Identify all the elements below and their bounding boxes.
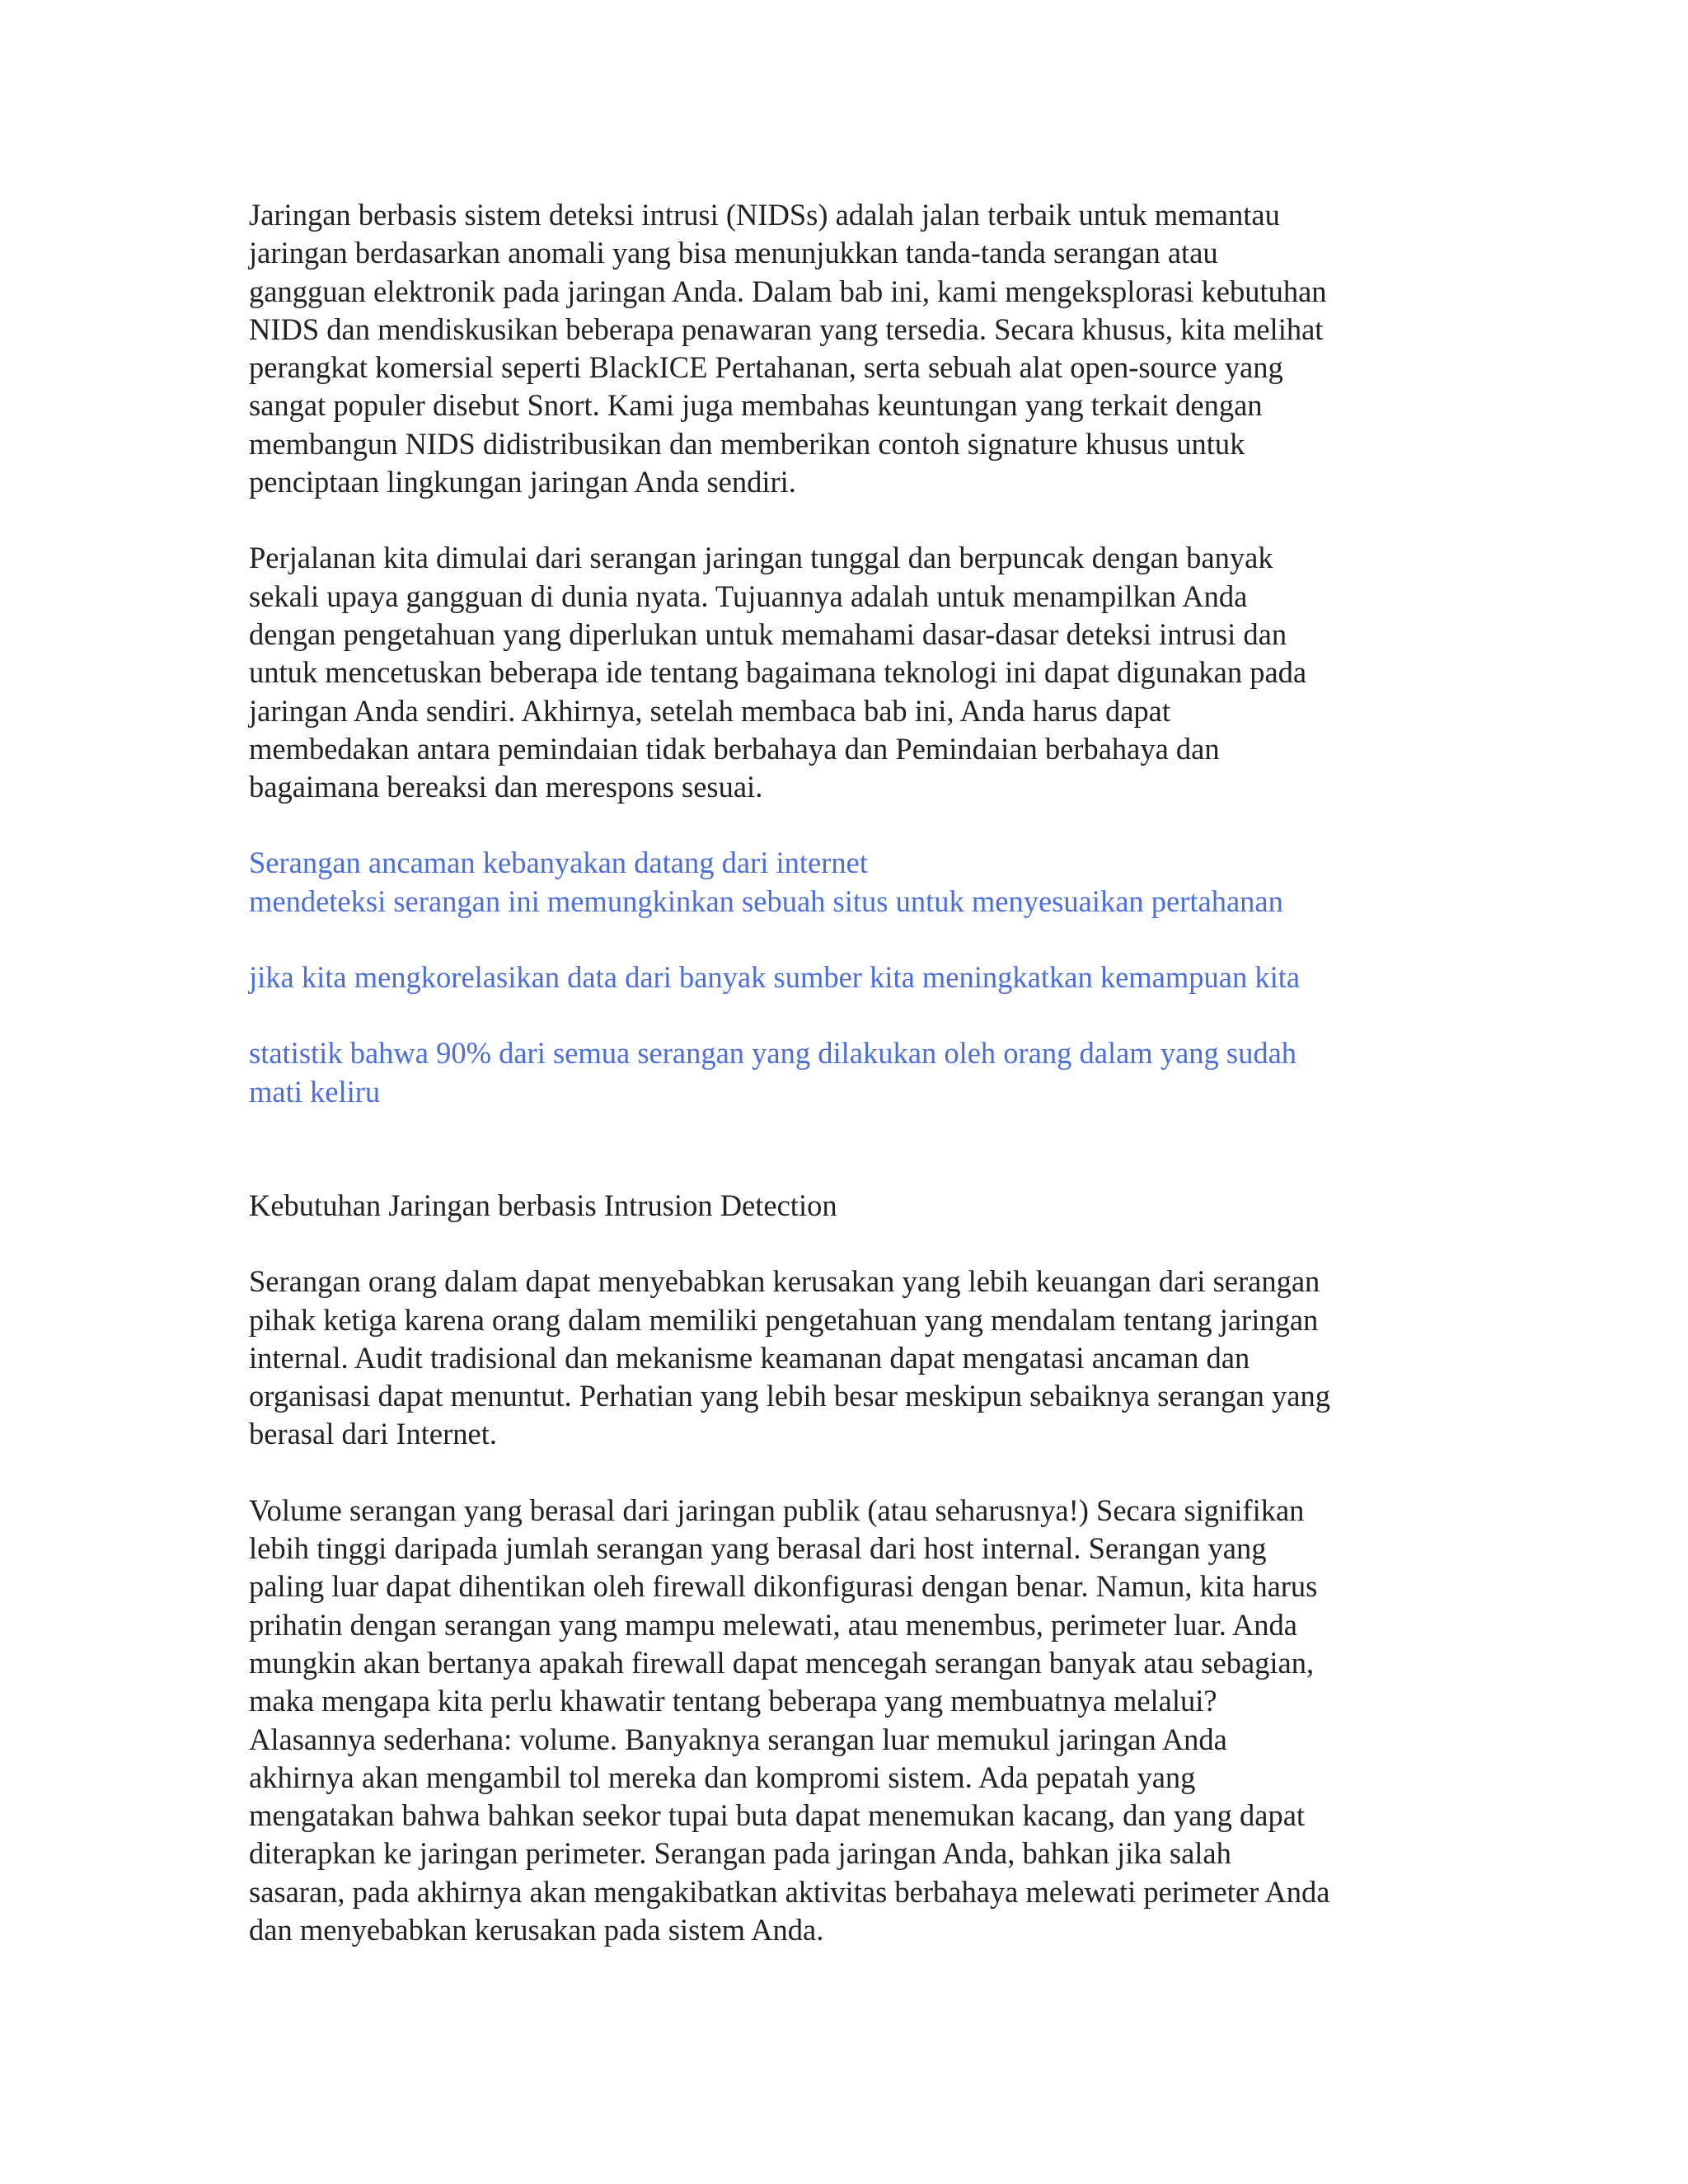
paragraph-gap [249,501,1461,539]
section-heading: Kebutuhan Jaringan berbasis Intrusion Detection [249,1188,837,1222]
paragraph-gap [249,996,1461,1034]
section-paragraph-2: Volume serangan yang berasal dari jaringan publik (atau seharusnya!) Secara signifikan lebih tinggi daripada jumlah serangan yang berasal dari host internal. Serangan yang paling luar dapat dihentikan oleh firewall dikonfigurasi dengan benar. Namun, kita harus prihatin dengan serangan yang mampu melewati, atau menembus, perimeter luar. Anda mungkin akan bertanya apakah firewall dapat mencegah serangan banyak atau sebagian, maka mengapa kita perlu khawatir tentang beberapa yang membuatnya melalui? Alasannya sederhana: volume. Banyaknya serangan luar memukul jaringan Anda akhirnya akan mengambil tol mereka dan kompromi sistem. Ada pepatah yang mengatakan bahwa bahkan seekor tupai buta dapat menemukan kacang, dan yang dapat diterapkan ke jaringan perimeter. Serangan pada jaringan Anda, bahkan jika salah sasaran, pada akhirnya akan mengakibatkan aktivitas berbahaya melewati perimeter Anda dan menyebabkan kerusakan pada sistem Anda. [249,1493,1330,1947]
paragraph-gap [249,806,1461,844]
paragraph-gap [249,1454,1461,1492]
paragraph-gap [249,1225,1461,1263]
intro-paragraph-2: Perjalanan kita dimulai dari serangan jaringan tunggal dan berpuncak dengan banyak sekali upaya gangguan di dunia nyata. Tujuannya adalah untuk menampilkan Anda dengan pengetahuan yang diperlukan untuk memahami dasar-dasar deteksi intrusi dan untuk mencetuskan beberapa ide tentang bagaimana teknologi ini dapat digunakan pada jaringan Anda sendiri. Akhirnya, setelah membaca bab ini, Anda harus dapat membedakan antara pemindaian tidak berbahaya dan Pemindaian berbahaya dan bagaimana bereaksi dan merespons sesuai. [249,541,1307,804]
section-gap [249,1111,1461,1187]
highlight-note-2: jika kita mengkorelasikan data dari banyak sumber kita meningkatkan kemampuan kita [249,960,1301,995]
highlight-note-1: Serangan ancaman kebanyakan datang dari internet mendeteksi serangan ini memungkinkan sebuah situs untuk menyesuaikan pertahanan [249,846,1283,918]
highlight-note-3: statistik bahwa 90% dari semua serangan yang dilakukan oleh orang dalam yang sudah mati keliru [249,1036,1297,1108]
paragraph-gap [249,921,1461,958]
document-body [249,196,1461,1949]
intro-paragraph-1: Jaringan berbasis sistem deteksi intrusi (NIDSs) adalah jalan terbaik untuk memantau jaringan berdasarkan anomali yang bisa menunjukkan tanda-tanda serangan atau gangguan elektronik pada jaringan Anda. Dalam bab ini, kami mengeksplorasi kebutuhan NIDS dan mendiskusikan beberapa penawaran yang tersedia. Secara khusus, kita melihat perangkat komersial seperti BlackICE Pertahanan, serta sebuah alat open-source yang sangat populer disebut Snort. Kami juga membahas keuntungan yang terkait dengan membangun NIDS didistribusikan dan memberikan contoh signature khusus untuk penciptaan lingkungan jaringan Anda sendiri. [249,198,1327,499]
section-paragraph-1: Serangan orang dalam dapat menyebabkan kerusakan yang lebih keuangan dari serangan pihak ketiga karena orang dalam memiliki pengetahuan yang mendalam tentang jaringan internal. Audit tradisional dan mekanisme keamanan dapat mengatasi ancaman dan organisasi dapat menuntut. Perhatian yang lebih besar meskipun sebaiknya serangan yang berasal dari Internet. [249,1264,1330,1451]
